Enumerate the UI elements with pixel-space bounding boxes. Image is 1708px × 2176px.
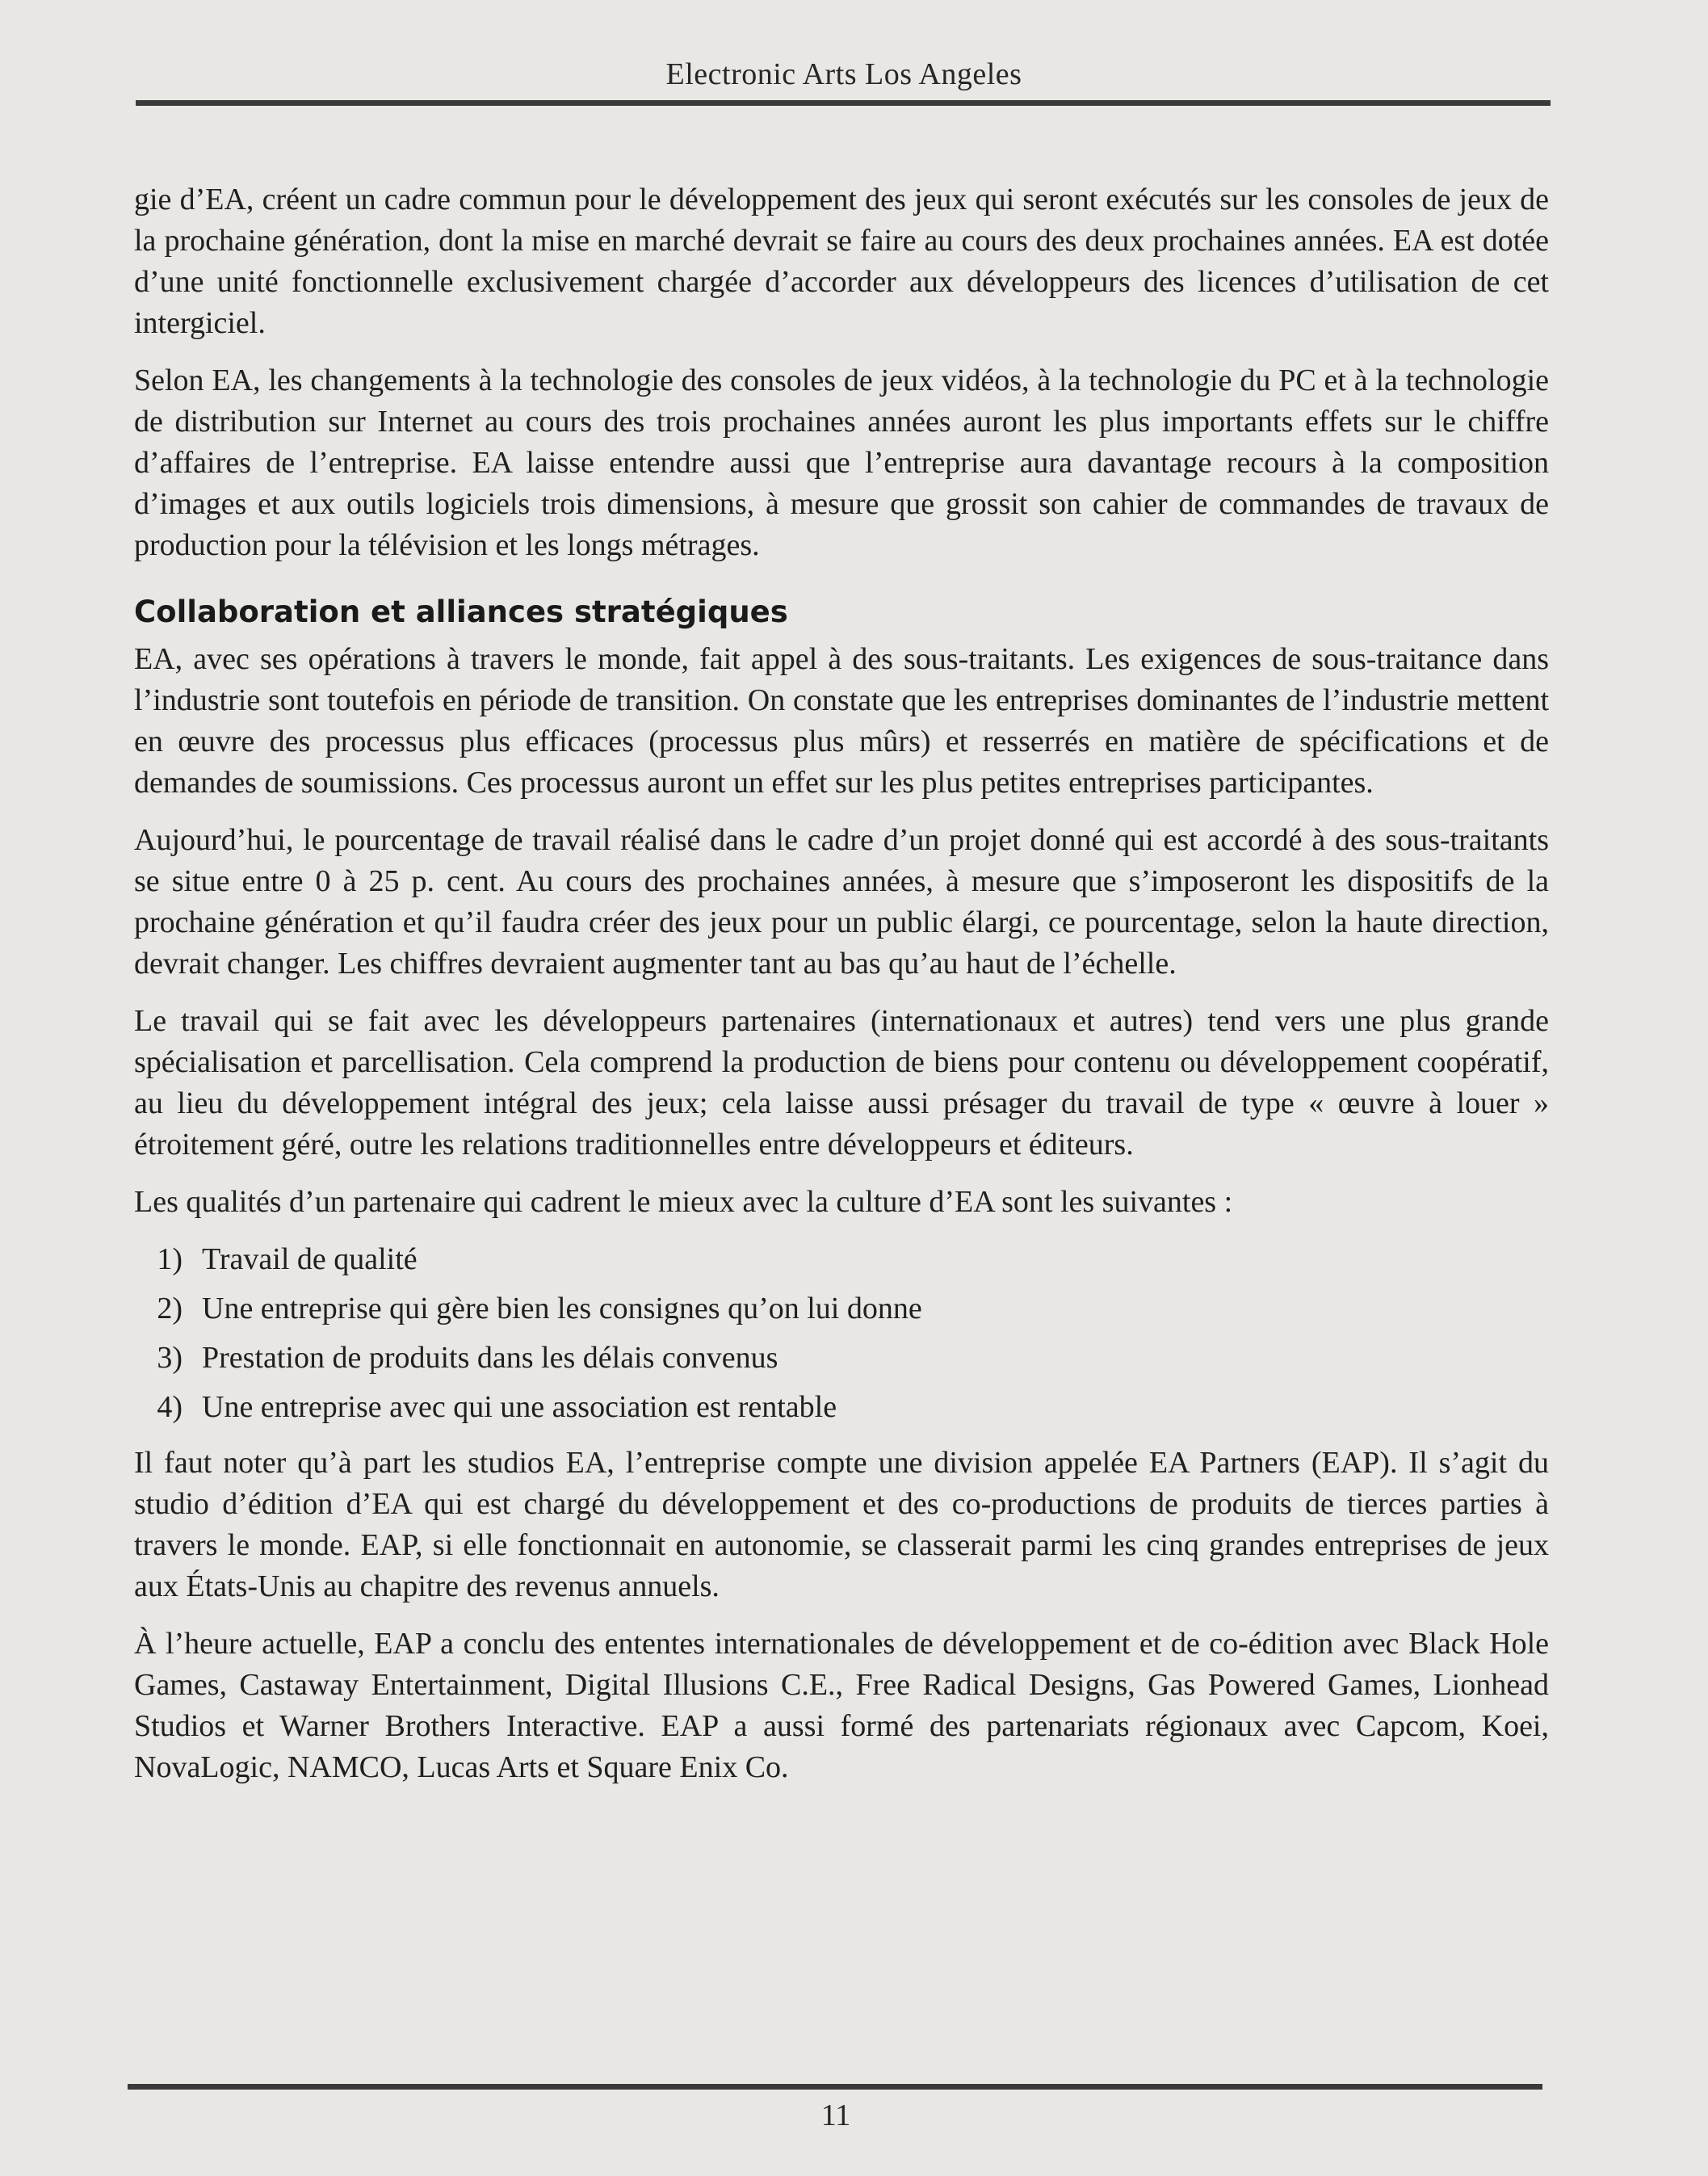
paragraph: Le travail qui se fait avec les développeurs partenaires (internationaux et autres) tend vers une plus grande spécialisation et parcellisation. Cela comprend la production de biens pour contenu ou développement coopératif, au lieu du développement intégral des jeux; cela laisse aussi présager du travail de type « œuvre à louer » étroitement géré, outre les relations traditionnelles entre développeurs et éditeurs.	[134, 1004, 1549, 1162]
list-item-text: Une entreprise avec qui une association est rentable	[202, 1390, 837, 1424]
paragraph: EA, avec ses opérations à travers le monde, fait appel à des sous-traitants. Les exigences de sous-traitance dans l’industrie sont toutefois en période de transition. On constate que les entreprises dominantes de l’industrie mettent en œuvre des processus plus efficaces (processus plus mûrs) et resserrés en matière de spécifications et de demandes de soumissions. Ces processus auront un effet sur les plus petites entreprises participantes.	[134, 642, 1549, 800]
section-heading: Collaboration et alliances stratégiques	[134, 594, 788, 629]
page-body	[134, 179, 1549, 1804]
paragraph: Selon EA, les changements à la technologie des consoles de jeux vidéos, à la technologie du PC et à la technologie de distribution sur Internet au cours des trois prochaines années auront les plus importants effets sur le chiffre d’affaires de l’entreprise. EA laisse entendre aussi que l’entreprise aura davantage recours à la composition d’images et aux outils logiciels trois dimensions, à mesure que grossit son cahier de commandes de travaux de production pour la télévision et les longs métrages.	[134, 363, 1549, 562]
list-item-number: 2)	[157, 1292, 183, 1325]
list-item-text: Une entreprise qui gère bien les consignes qu’on lui donne	[202, 1292, 922, 1325]
list-item	[134, 1387, 1549, 1428]
page-number: 11	[820, 2098, 851, 2132]
footer-rule	[128, 2084, 1542, 2090]
list-item-text: Prestation de produits dans les délais convenus	[202, 1341, 778, 1375]
list-item	[134, 1338, 1549, 1379]
list-item-text: Travail de qualité	[202, 1242, 418, 1276]
list-item-number: 4)	[157, 1390, 183, 1424]
list-item-number: 1)	[157, 1242, 183, 1276]
list-item-number: 3)	[157, 1341, 183, 1375]
paragraph: Aujourd’hui, le pourcentage de travail réalisé dans le cadre d’un projet donné qui est accordé à des sous-traitants se situe entre 0 à 25 p. cent. Au cours des prochaines années, à mesure que s’imposeront les dispositifs de la prochaine génération et qu’il faudra créer des jeux pour un public élargi, ce pourcentage, selon la haute direction, devrait changer. Les chiffres devraient augmenter tant au bas qu’au haut de l’échelle.	[134, 823, 1549, 981]
paragraph: À l’heure actuelle, EAP a conclu des ententes internationales de développement et de co-édition avec Black Hole Games, Castaway Entertainment, Digital Illusions C.E., Free Radical Designs, Gas Powered Games, Lionhead Studios et Warner Brothers Interactive. EAP a aussi formé des partenariats régionaux avec Capcom, Koei, NovaLogic, NAMCO, Lucas Arts et Square Enix Co.	[134, 1627, 1549, 1784]
list-item	[134, 1239, 1549, 1280]
paragraph: Il faut noter qu’à part les studios EA, l’entreprise compte une division appelée EA Partners (EAP). Il s’agit du studio d’édition d’EA qui est chargé du développement et des co-productions de produits de tierces parties à travers le monde. EAP, si elle fonctionnait en autonomie, se classerait parmi les cinq grandes entreprises de jeux aux États-Unis au chapitre des revenus annuels.	[134, 1446, 1549, 1603]
running-header: Electronic Arts Los Angeles	[665, 57, 1022, 91]
header-rule	[136, 100, 1551, 106]
list-item	[134, 1288, 1549, 1330]
paragraph: Les qualités d’un partenaire qui cadrent le mieux avec la culture d’EA sont les suivantes :	[134, 1185, 1233, 1219]
paragraph: gie d’EA, créent un cadre commun pour le développement des jeux qui seront exécutés sur les consoles de jeux de la prochaine génération, dont la mise en marché devrait se faire au cours des deux prochaines années. EA est dotée d’une unité fonctionnelle exclusivement chargée d’accorder aux développeurs des licences d’utilisation de cet intergiciel.	[134, 183, 1549, 340]
qualities-list	[134, 1239, 1549, 1428]
